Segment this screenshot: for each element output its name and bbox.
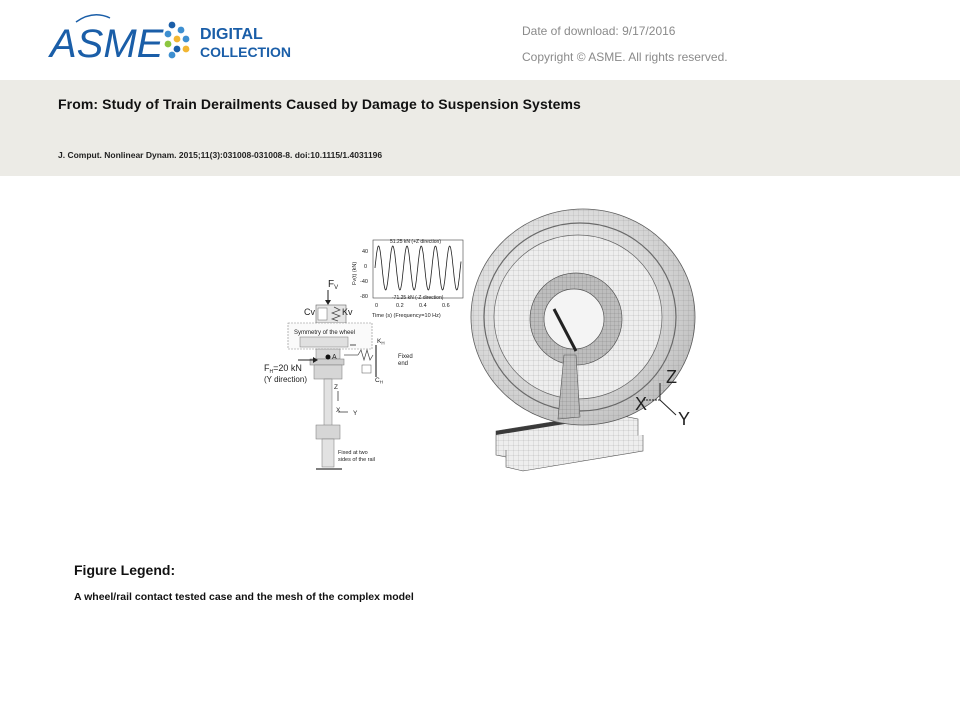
plot-xtick-1: 0.2 [396, 303, 404, 309]
wheel-rail-mesh-model [471, 209, 695, 471]
plot-ytick-3: -80 [360, 294, 368, 300]
ch-label: $C_H$ [375, 377, 383, 385]
download-date-row [522, 18, 728, 44]
article-title [58, 96, 581, 112]
rail-base-symbol [316, 425, 340, 439]
figure-legend-title: Figure Legend: [74, 562, 176, 578]
logo-product-line2: COLLECTION [200, 44, 291, 60]
plot-label-top: 51.25 kN (+Z direction) [390, 239, 441, 245]
copyright-text: Copyright © ASME. All rights reserved. [522, 50, 728, 64]
figure-image[interactable] [258, 205, 718, 480]
figure-legend-caption: A wheel/rail contact tested case and the mesh of the complex model [74, 591, 414, 603]
rail-lower-symbol [322, 439, 334, 467]
symmetry-label: Symmetry of the wheel [294, 330, 356, 336]
schematic-y-label: Y [353, 410, 358, 417]
mesh-wheel-bore [544, 289, 604, 349]
download-info [522, 18, 728, 70]
logo-product-line1: DIGITAL [200, 26, 263, 43]
logo-brand: ASME [50, 22, 164, 66]
article-band [0, 80, 960, 176]
contact-point-a [326, 355, 331, 360]
plot-xtick-2: 0.4 [419, 303, 427, 309]
damper-ch-symbol [362, 365, 371, 373]
mesh-z-label: Z [666, 367, 677, 387]
damper-cv-symbol [318, 308, 327, 320]
rail-head-symbol [314, 365, 342, 379]
force-time-plot [352, 239, 463, 319]
plot-xlabel: Time (s) (Frequency=10 Hz) [372, 313, 441, 319]
plot-xtick-0: 0 [375, 303, 379, 309]
mesh-y-axis [660, 400, 676, 415]
wheel-hub-symbol [300, 337, 348, 347]
rail-web-symbol [324, 379, 332, 429]
article-title-text[interactable]: Study of Train Derailments Caused by Damage to Suspension Systems [102, 96, 581, 112]
spring-kh-symbol [358, 350, 373, 360]
fixed-rail-label-2: sides of the rail [338, 457, 375, 463]
cv-label: Cv [304, 307, 315, 317]
download-date-label: Date of download: [522, 24, 619, 38]
logo-swoosh [76, 15, 110, 22]
plot-ylabel: Fv(t) (kN) [352, 261, 358, 285]
point-a-label: A [332, 354, 337, 361]
plot-ytick-1: 0 [364, 264, 368, 270]
mesh-y-label: Y [678, 409, 691, 429]
fixed-end-label-2: end [398, 361, 409, 367]
schematic-x-label: X [336, 407, 341, 414]
wheel-rail-schematic [264, 279, 413, 469]
from-label: From: [58, 96, 99, 112]
kv-label: Kv [342, 307, 353, 317]
plot-ytick-0: 40 [362, 249, 369, 255]
schematic-z-label: Z [334, 384, 338, 391]
page-header [0, 0, 960, 80]
fixed-end-label-1: Fixed [398, 354, 413, 360]
plot-ytick-2: -40 [360, 279, 368, 285]
fv-label: $F_V$ [328, 279, 339, 291]
plot-label-bottom: -71.25 kN (-Z direction) [392, 295, 444, 301]
plot-xtick-3: 0.6 [442, 303, 450, 309]
fh-direction-label: (Y direction) [264, 375, 307, 384]
fv-arrowhead-icon [325, 300, 331, 305]
logo-dots-icon [165, 22, 190, 59]
download-date-value: 9/17/2016 [622, 24, 676, 38]
fixed-rail-label-1: Fixed at two [338, 450, 368, 456]
mesh-x-label: X [635, 394, 648, 414]
asme-digital-collection-logo[interactable] [48, 8, 338, 72]
article-citation[interactable]: J. Comput. Nonlinear Dynam. 2015;11(3):031008-031008-8. doi:10.1115/1.4031196 [58, 150, 383, 160]
kh-label: $K_H$ [377, 338, 385, 346]
fh-label: $F_H=20$ kN [264, 363, 302, 375]
